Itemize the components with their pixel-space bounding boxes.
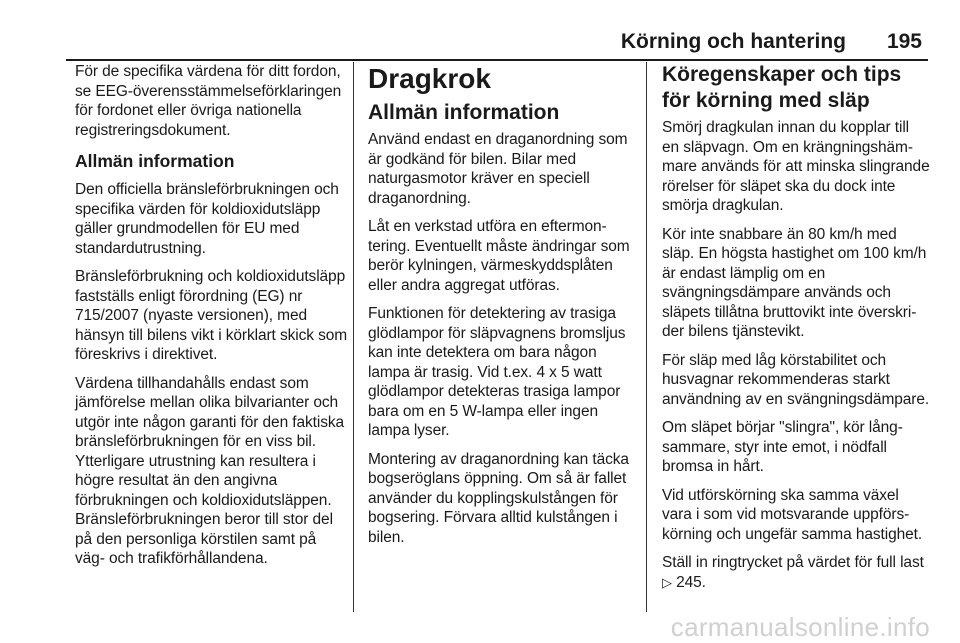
page-reference-link[interactable]: 245. (676, 573, 706, 591)
paragraph: Bränsleförbrukning och koldioxidutsläpp fastställs enligt förordning (EG) nr 715/2007 (nyaste versionen), med hänsyn till bilens vikt i körklart skick som föreskrivs i direktivet. (75, 268, 348, 363)
general-info-heading: Allmän information (75, 151, 235, 171)
paragraph: Funktionen för detektering av trasiga glödlampor för släpvagnens bromsljus kan inte detektera om bara någon lampa är trasig. Vid t.ex. 4 x 5 watt glödlampor detekteras trasiga lampor bara om en 5 W-lampa eller ingen lampa lyser. (368, 305, 626, 439)
general-info-heading: Allmän information (368, 101, 560, 124)
column-divider-2 (646, 62, 647, 612)
column-2 (368, 62, 634, 556)
header-rule (66, 59, 928, 61)
paragraph: Låt en verkstad utföra en eftermontering. Eventuellt måste ändringar som berör kylningen, värmeskyddsplåten eller andra aggregat utföras. (368, 218, 630, 294)
paragraph: Den officiella bränsleförbrukningen och specifika värden för koldioxidutsläpp gäller grundmodellen för EU med standardutrustning. (75, 181, 339, 257)
column-divider-1 (353, 62, 354, 612)
paragraph: Värdena tillhandahålls endast som jämförelse mellan olika bilvarianter och utgör inte någon garanti för den faktiska bränsleförbrukningen för en viss bil. Ytterligare utrustning kan resultera i högre resultat än den angivna förbrukningen och koldioxidutsläppen. Bränsleförbrukningen beror till stor del på den personliga körstilen samt på väg- och trafikförhållandena. (75, 374, 345, 567)
intro-paragraph: För de specifika värdena för ditt fordon, se EEG-överensstämmelseförklaringen för fordonet eller övriga nationella registreringsdokument. (75, 63, 342, 139)
paragraph: Vid utförskörning ska samma växel vara i som vid motsvarande uppförskörning och ungefär samma hastighet. (662, 486, 923, 543)
paragraph-with-reference (662, 553, 930, 592)
section-title: Körning och hantering (620, 30, 846, 53)
paragraph: Kör inte snabbare än 80 km/h med släp. En högsta hastighet om 100 km/h är endast lämplig om en svängningsdämpare används och släpets tillåtna bruttovikt inte överskrider bilens tjänstevikt. (662, 225, 927, 340)
watermark: carmanualsonline.info (670, 612, 930, 642)
paragraph: För släp med låg körstabilitet och husvagnar rekommenderas starkt användning av en svängningsdämpare. (662, 351, 930, 408)
towing-tips-heading: Köregenskaper och tips för körning med släp (662, 63, 902, 112)
page-number: 195 (886, 30, 922, 53)
column-3 (662, 62, 930, 601)
paragraph-text: Ställ in ringtrycket på värdet för full last (662, 554, 924, 571)
paragraph: Använd endast en draganordning som är godkänd för bilen. Bilar med naturgasmotor kräver en speciell draganordning. (368, 131, 628, 207)
paragraph: Smörj dragkulan innan du kopplar till en släpvagn. Om en krängningshämmare används för att minska slingrande rörelser för släpet ska du dock inte smörja dragkulan. (662, 119, 930, 214)
paragraph: Montering av draganordning kan täcka bogseröglans öppning. Om så är fallet använder du kopplingskulstången för bogsering. Förvara alltid kulstången i bilen. (368, 450, 629, 546)
page-reference-icon: ▷ (662, 574, 672, 590)
paragraph: Om släpet börjar "slingra", kör långsammare, styr inte emot, i nödfall bromsa in hårt. (662, 419, 903, 475)
chapter-title: Dragkrok (368, 63, 491, 94)
page-header (0, 28, 960, 58)
column-1 (75, 62, 350, 578)
